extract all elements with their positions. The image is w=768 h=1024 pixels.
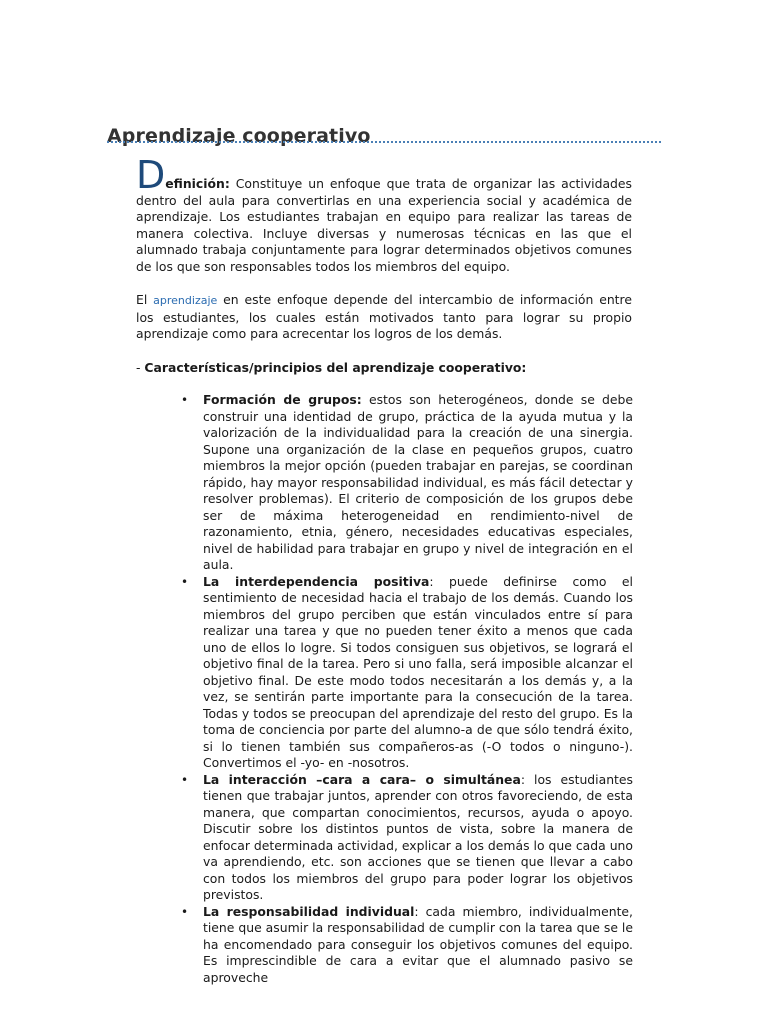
- section-dash: -: [136, 359, 145, 375]
- principles-list: [181, 392, 633, 986]
- bullet-icon: •: [181, 772, 189, 787]
- definition-paragraph: [136, 153, 632, 275]
- principle-text: : cada miembro, individualmente, tiene que asumir la responsabilidad de cumplir con la tarea que se le ha encomendado para conseguir los objetivos comunes del equipo. Es imprescindible de cara a evitar que el alumnado pasivo se aproveche: [203, 903, 633, 985]
- list-item: [181, 772, 633, 904]
- principle-text: : los estudiantes tienen que trabajar juntos, aprender con otros favoreciendo, de esta manera, que compartan conocimientos, recursos, ayuda o apoyo. Discutir sobre los distintos puntos de vista, sobre la manera de enfocar determinada actividad, explicar a los demás lo que cada uno va aprendiendo, etc. son acciones que se tienen que llevar a cabo con todos los miembros del grupo para poder lograr los objetivos previstos.: [203, 771, 633, 902]
- list-item: [181, 574, 633, 772]
- section-heading-text: Características/principios del aprendizaje cooperativo:: [144, 359, 527, 375]
- definition-text: Constituye un enfoque que trata de organizar las actividades dentro del aula para convertirlas en una experiencia social y académica de aprendizaje. Los estudiantes trabajan en equipo para realizar las tareas de manera colectiva. Incluye diversas y numerosas técnicas en las que el alumnado trabaja conjuntamente para lograr determinados objetivos comunes de los que son responsables todos los miembros del equipo.: [136, 176, 632, 274]
- definition-label: efinición:: [165, 176, 230, 191]
- bullet-icon: •: [181, 574, 189, 589]
- paragraph-prefix: El: [136, 292, 154, 307]
- principle-term: Formación de grupos:: [203, 392, 362, 407]
- aprendizaje-link[interactable]: aprendizaje: [153, 294, 218, 307]
- principle-term: La interdependencia positiva: [203, 573, 430, 589]
- paragraph-text: en este enfoque depende del intercambio de información entre los estudiantes, los cuales están motivados tanto para lograr su propio aprendizaje como para acrecentar los logros de los demás.: [136, 292, 632, 341]
- principle-term: La interacción –cara a cara– o simultánea: [203, 771, 521, 787]
- list-item: [181, 392, 633, 574]
- learning-paragraph: [136, 292, 632, 343]
- principle-text: : puede definirse como el sentimiento de necesidad hacia el trabajo de los demás. Cuando los miembros del grupo perciben que están vinculados entre sí para realizar una tarea y que no pueden tener éxito a menos que cada uno de ellos lo logre. Si todos consiguen sus objetivos, se logrará el objetivo final de la tarea. Pero si uno falla, será imposible alcanzar el objetivo final. De este modo todos necesitarán a los demás y, a la vez, se sentirán parte importante para la consecución de la tarea. Todas y todos se preocupan del aprendizaje del resto del grupo. Es la toma de conciencia por parte del alumno-a de que sólo tendrá éxito, si lo tienen también sus compañeros-as (-O todos o ninguno-). Convertimos el -yo- en -nosotros.: [203, 573, 633, 770]
- bullet-icon: •: [181, 904, 189, 919]
- page-title: Aprendizaje cooperativo: [107, 124, 371, 147]
- title-divider: [107, 141, 661, 143]
- principle-term: La responsabilidad individual: [203, 903, 415, 919]
- document-body: [136, 153, 634, 986]
- list-item: [181, 904, 633, 987]
- section-heading: [136, 360, 632, 377]
- principle-text: estos son heterogéneos, donde se debe construir una identidad de grupo, práctica de la ayuda mutua y la valorización de la individualidad para la creación de una sinergia. Supone una organización de la clase en pequeños grupos, cuatro miembros la mejor opción (pueden trabajar en parejas, se coordinan rápido, hay mayor responsabilidad individual, es más fácil detectar y resolver problemas). El criterio de composición de los grupos debe ser de máxima heterogeneidad en rendimiento-nivel de razonamiento, etnia, género, necesidades educativas especiales, nivel de habilidad para trabajar en grupo y nivel de integración en el aula.: [203, 392, 634, 572]
- bullet-icon: •: [181, 393, 189, 407]
- drop-cap: D: [136, 153, 166, 197]
